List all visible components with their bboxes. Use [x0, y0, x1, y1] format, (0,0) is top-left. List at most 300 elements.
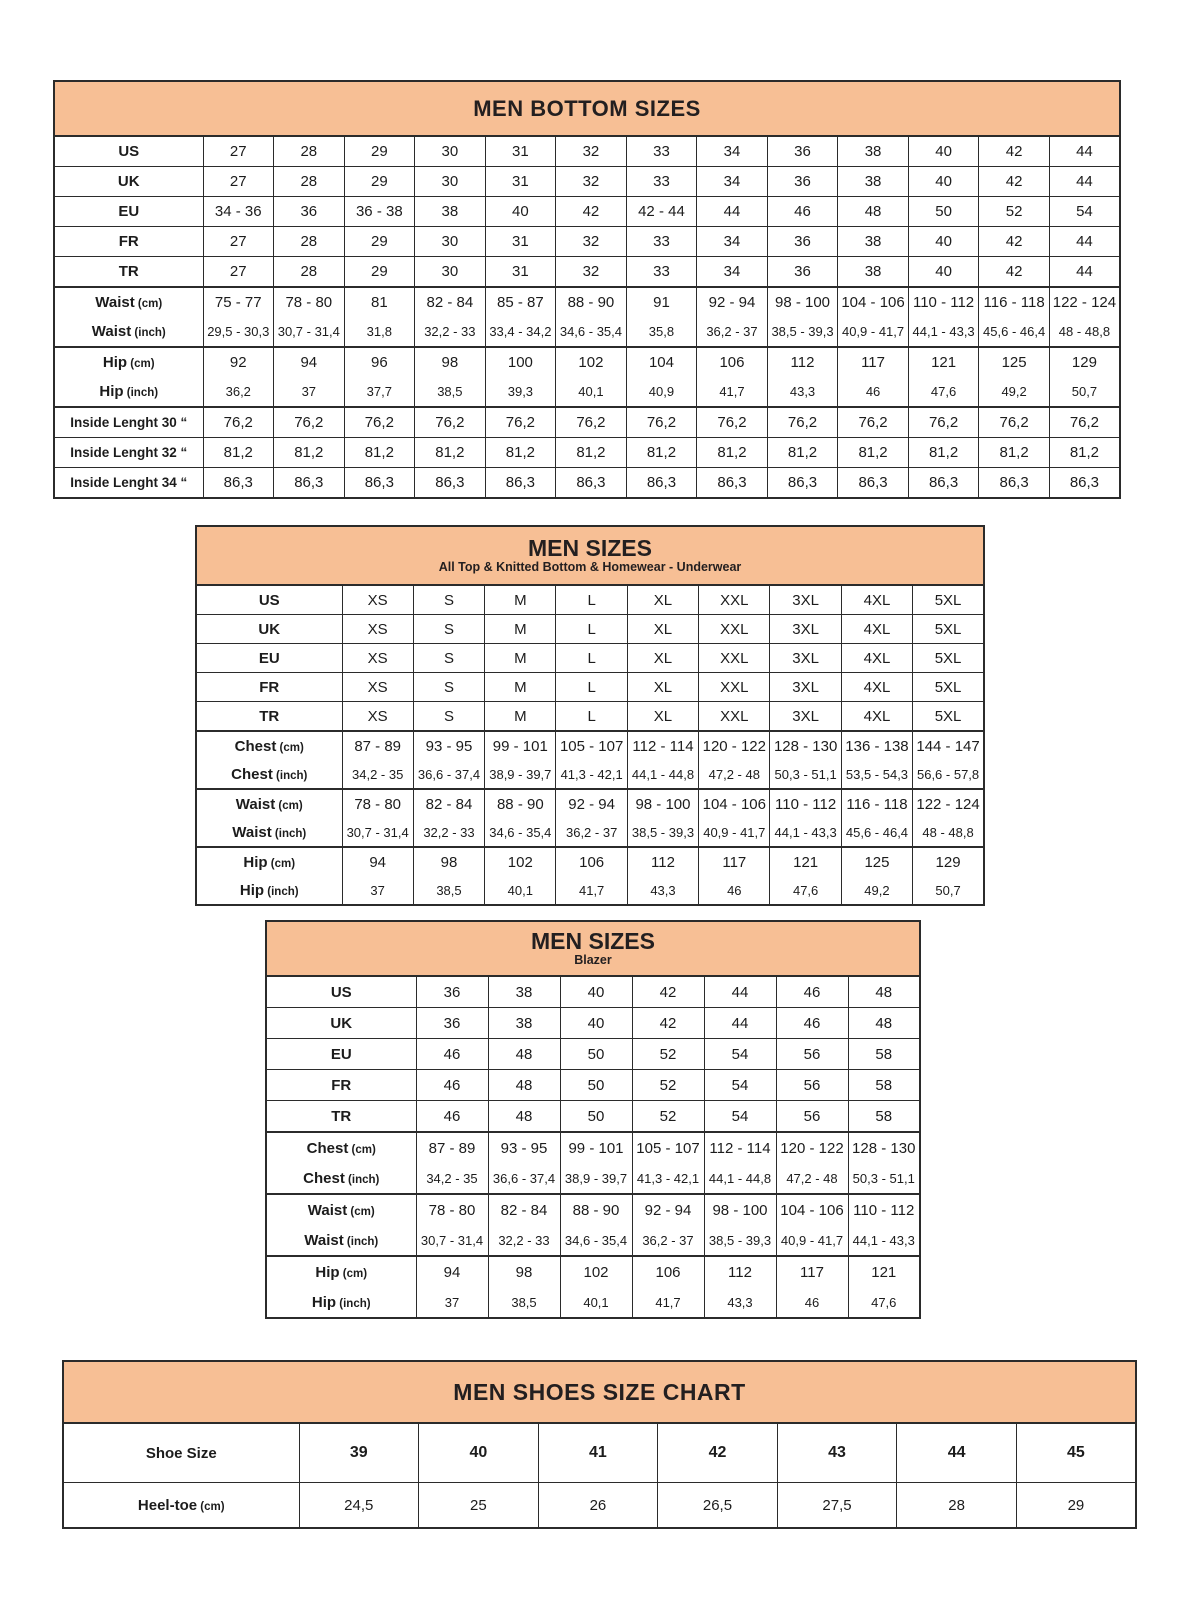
men-sizes-top-table [195, 525, 985, 906]
row-label [266, 1225, 416, 1256]
table-row [196, 818, 984, 847]
table-cell: 94 [274, 347, 345, 377]
table-cell: 46 [776, 1287, 848, 1318]
table-cell: 88 - 90 [485, 789, 556, 818]
table-cell: 102 [556, 347, 627, 377]
table-cell: M [485, 673, 556, 702]
table-cell: 29 [344, 167, 415, 197]
row-label-unit: (cm) [347, 1205, 375, 1218]
table-cell: 46 [416, 1070, 488, 1101]
table-cell: 86,3 [697, 468, 768, 499]
table-cell: 3XL [770, 644, 841, 673]
table-cell: 36 [274, 197, 345, 227]
table-cell: 40 [908, 227, 979, 257]
table-row [266, 1194, 920, 1225]
row-label [266, 1194, 416, 1225]
row-label-unit: (cm) [276, 741, 304, 754]
row-label [266, 1256, 416, 1287]
row-label [196, 818, 342, 847]
table-cell: 27 [203, 257, 274, 288]
table-cell: 76,2 [979, 407, 1050, 438]
table-cell: 81,2 [979, 438, 1050, 468]
row-label [54, 347, 203, 377]
table-cell: 36,6 - 37,4 [488, 1163, 560, 1194]
table-row [54, 377, 1120, 407]
row-label-text: Waist [235, 795, 276, 813]
row-label [63, 1483, 299, 1529]
table-section [266, 1008, 920, 1039]
table-cell: 50 [560, 1039, 632, 1070]
table-section [196, 585, 984, 615]
row-label-text: Inside Lenght 34 “ [70, 475, 188, 490]
row-label-text: UK [330, 1014, 353, 1032]
table-cell: 50,7 [1049, 377, 1120, 407]
table-cell: 45 [1016, 1423, 1136, 1483]
table-cell: 42 [979, 167, 1050, 197]
table-cell: 125 [841, 847, 912, 876]
table-cell: 78 - 80 [274, 287, 345, 317]
row-label-text: FR [331, 1076, 352, 1094]
table-cell: 44,1 - 44,8 [704, 1163, 776, 1194]
table-row [196, 673, 984, 702]
table-cell: S [413, 585, 484, 615]
table-cell: 34,6 - 35,4 [485, 818, 556, 847]
table-cell: 34 [697, 257, 768, 288]
table-row [54, 287, 1120, 317]
table-cell: 98 [415, 347, 486, 377]
table-cell: 40,1 [560, 1287, 632, 1318]
table-title: MEN BOTTOM SIZES [473, 95, 701, 121]
table-cell: 35,8 [626, 317, 697, 347]
table-cell: 50 [908, 197, 979, 227]
table-section [54, 287, 1120, 347]
row-label [196, 876, 342, 905]
row-label-text: Hip [315, 1263, 340, 1281]
table-cell: XXL [699, 644, 770, 673]
table-cell: 93 - 95 [413, 731, 484, 760]
table-cell: XS [342, 615, 413, 644]
table-cell: S [413, 644, 484, 673]
table-cell: 47,6 [848, 1287, 920, 1318]
table-cell: 36 [416, 976, 488, 1008]
table-cell: 105 - 107 [632, 1132, 704, 1163]
table-section [266, 1256, 920, 1318]
table-cell: 86,3 [415, 468, 486, 499]
table-cell: 76,2 [1049, 407, 1120, 438]
table-section [196, 644, 984, 673]
table-row [54, 347, 1120, 377]
row-label-unit: (cm) [197, 1500, 225, 1513]
table-cell: 39 [299, 1423, 419, 1483]
row-label [196, 847, 342, 876]
table-cell: S [413, 673, 484, 702]
table-cell: 24,5 [299, 1483, 419, 1529]
table-cell: 41,3 - 42,1 [632, 1163, 704, 1194]
table-cell: M [485, 585, 556, 615]
row-label-text: Chest [231, 765, 273, 783]
table-section [63, 1423, 1136, 1483]
row-label-text: Hip [243, 853, 268, 871]
table-cell: 29 [344, 257, 415, 288]
table-cell: 30 [415, 167, 486, 197]
table-header-band [63, 1361, 1136, 1423]
table-cell: 34 [697, 136, 768, 167]
table-cell: 48 [488, 1039, 560, 1070]
table-cell: 48 [838, 197, 909, 227]
table-cell: L [556, 615, 627, 644]
table-section [266, 1194, 920, 1256]
table-cell: 56 [776, 1070, 848, 1101]
table-cell: 36 [767, 257, 838, 288]
table-cell: 104 - 106 [838, 287, 909, 317]
table-cell: 99 - 101 [485, 731, 556, 760]
table-cell: 116 - 118 [841, 789, 912, 818]
table-cell: 5XL [913, 644, 984, 673]
table-cell: 58 [848, 1039, 920, 1070]
table-cell: 54 [1049, 197, 1120, 227]
table-cell: XL [627, 585, 698, 615]
table-cell: 38 [838, 227, 909, 257]
table-section [54, 197, 1120, 227]
table-cell: 42 [979, 257, 1050, 288]
table-row [196, 615, 984, 644]
table-cell: 34 - 36 [203, 197, 274, 227]
table-cell: 27 [203, 167, 274, 197]
row-label [266, 1163, 416, 1194]
table-cell: 30,7 - 31,4 [342, 818, 413, 847]
table-cell: 81,2 [908, 438, 979, 468]
table-cell: 56 [776, 1101, 848, 1133]
table-cell: 32,2 - 33 [413, 818, 484, 847]
table-subtitle: Blazer [574, 953, 612, 968]
table-cell: 5XL [913, 673, 984, 702]
row-label [266, 976, 416, 1008]
table-cell: 38,5 - 39,3 [767, 317, 838, 347]
table-cell: 78 - 80 [342, 789, 413, 818]
row-label-text: Waist [307, 1201, 348, 1219]
table-cell: 29 [344, 136, 415, 167]
table-cell: 32 [556, 167, 627, 197]
row-label-text: Heel-toe [137, 1496, 198, 1514]
table-cell: 76,2 [485, 407, 556, 438]
table-cell: 48 [488, 1070, 560, 1101]
table-cell: 81,2 [697, 438, 768, 468]
table-cell: XL [627, 673, 698, 702]
table-cell: 81,2 [274, 438, 345, 468]
table-cell: 36 [767, 227, 838, 257]
table-cell: 44 [1049, 136, 1120, 167]
table-cell: 37,7 [344, 377, 415, 407]
table-cell: 40 [908, 257, 979, 288]
row-label-text: Waist [232, 823, 272, 841]
table-cell: 30,7 - 31,4 [416, 1225, 488, 1256]
row-label-text: Waist [304, 1231, 344, 1249]
row-label-unit: (inch) [344, 1173, 380, 1186]
table-row [54, 468, 1120, 499]
table-cell: 49,2 [841, 876, 912, 905]
table-cell: M [485, 644, 556, 673]
table-cell: 86,3 [556, 468, 627, 499]
table-cell: 102 [560, 1256, 632, 1287]
table-cell: 106 [556, 847, 627, 876]
table-cell: 32,2 - 33 [488, 1225, 560, 1256]
table-cell: 40,9 - 41,7 [776, 1225, 848, 1256]
table-row [63, 1423, 1136, 1483]
table-cell: 76,2 [556, 407, 627, 438]
table-cell: 88 - 90 [556, 287, 627, 317]
table-cell: 86,3 [626, 468, 697, 499]
table-cell: 78 - 80 [416, 1194, 488, 1225]
table-cell: 38 [838, 257, 909, 288]
table-cell: 117 [776, 1256, 848, 1287]
row-label-unit: (cm) [348, 1143, 376, 1156]
row-label-unit: (inch) [343, 1235, 379, 1248]
table-cell: 27 [203, 136, 274, 167]
table-cell: 129 [913, 847, 984, 876]
table-cell: 31 [485, 227, 556, 257]
table-row [196, 702, 984, 732]
table-cell: 3XL [770, 673, 841, 702]
table-cell: 36,2 - 37 [697, 317, 768, 347]
table-cell: 44,1 - 43,3 [848, 1225, 920, 1256]
row-label [54, 227, 203, 257]
table-cell: 42 [632, 1008, 704, 1039]
table-cell: 31,8 [344, 317, 415, 347]
table-section [54, 136, 1120, 167]
table-section [63, 1483, 1136, 1529]
row-label [196, 644, 342, 673]
table-cell: 46 [699, 876, 770, 905]
table-row [196, 585, 984, 615]
table-cell: 34,6 - 35,4 [556, 317, 627, 347]
table-cell: 112 - 114 [704, 1132, 776, 1163]
table-cell: 86,3 [203, 468, 274, 499]
table-cell: 48 - 48,8 [1049, 317, 1120, 347]
row-label [196, 760, 342, 789]
row-label-text: EU [258, 649, 280, 667]
table-cell: 40 [560, 976, 632, 1008]
table-cell: 106 [697, 347, 768, 377]
table-cell: 40,1 [485, 876, 556, 905]
table-cell: 92 [203, 347, 274, 377]
table-row [266, 976, 920, 1008]
table-cell: 5XL [913, 585, 984, 615]
table-cell: 120 - 122 [776, 1132, 848, 1163]
table-cell: 102 [485, 847, 556, 876]
table-cell: 48 - 48,8 [913, 818, 984, 847]
table-cell: 52 [979, 197, 1050, 227]
table-section [266, 1070, 920, 1101]
table-section [54, 257, 1120, 288]
row-label-text: Chest [303, 1169, 345, 1187]
table-cell: 29,5 - 30,3 [203, 317, 274, 347]
row-label-text: TR [331, 1107, 352, 1125]
table-cell: 76,2 [203, 407, 274, 438]
table-cell: 36,2 - 37 [632, 1225, 704, 1256]
table-cell: 38 [488, 1008, 560, 1039]
table-cell: 40 [908, 167, 979, 197]
table-cell: 82 - 84 [413, 789, 484, 818]
table-cell: 33 [626, 227, 697, 257]
table-cell: 40,9 - 41,7 [699, 818, 770, 847]
table-cell: 41,7 [697, 377, 768, 407]
table-cell: 92 - 94 [556, 789, 627, 818]
table-cell: 86,3 [1049, 468, 1120, 499]
row-label-text: Hip [102, 354, 128, 371]
table-cell: 34 [697, 167, 768, 197]
table-cell: XS [342, 702, 413, 732]
table-cell: 44 [1049, 227, 1120, 257]
table-cell: 50,7 [913, 876, 984, 905]
table-cell: 136 - 138 [841, 731, 912, 760]
table-cell: 38,5 - 39,3 [627, 818, 698, 847]
table-cell: 45,6 - 46,4 [841, 818, 912, 847]
row-label [266, 1008, 416, 1039]
table-cell: 96 [344, 347, 415, 377]
table-cell: 46 [767, 197, 838, 227]
table-cell: 76,2 [838, 407, 909, 438]
table-cell: 86,3 [344, 468, 415, 499]
table-cell: 50 [560, 1070, 632, 1101]
table-cell: 86,3 [274, 468, 345, 499]
table-cell: 76,2 [908, 407, 979, 438]
table-cell: 32 [556, 136, 627, 167]
table-cell: 47,6 [908, 377, 979, 407]
row-label [63, 1423, 299, 1483]
table-cell: 81 [344, 287, 415, 317]
table-cell: L [556, 644, 627, 673]
table-cell: 58 [848, 1101, 920, 1133]
table-cell: 33 [626, 167, 697, 197]
table-cell: 31 [485, 167, 556, 197]
table-cell: 43 [777, 1423, 897, 1483]
table-cell: 37 [274, 377, 345, 407]
table-cell: 44 [704, 976, 776, 1008]
row-label [196, 789, 342, 818]
table-cell: 38,9 - 39,7 [485, 760, 556, 789]
table-cell: 38,5 - 39,3 [704, 1225, 776, 1256]
table-cell: 110 - 112 [770, 789, 841, 818]
table-cell: 42 [658, 1423, 778, 1483]
row-label-unit: (inch) [131, 327, 166, 339]
table-cell: 38 [488, 976, 560, 1008]
table-title: MEN SHOES SIZE CHART [453, 1378, 746, 1405]
table-cell: 54 [704, 1101, 776, 1133]
table-cell: 28 [897, 1483, 1017, 1529]
table-row [54, 438, 1120, 468]
table-cell: 94 [416, 1256, 488, 1287]
row-label [196, 702, 342, 732]
table-cell: 47,6 [770, 876, 841, 905]
table-cell: 116 - 118 [979, 287, 1050, 317]
table-cell: 30 [415, 136, 486, 167]
row-label-text: Chest [306, 1139, 349, 1157]
table-cell: 42 [632, 976, 704, 1008]
table-cell: 82 - 84 [488, 1194, 560, 1225]
table-row [266, 1008, 920, 1039]
table-cell: 33 [626, 136, 697, 167]
table-cell: 43,3 [704, 1287, 776, 1318]
table-cell: 3XL [770, 702, 841, 732]
row-label-unit: (cm) [134, 298, 163, 310]
row-label-text: UK [117, 173, 140, 190]
row-label-text: FR [259, 678, 280, 696]
row-label-text: TR [118, 263, 139, 280]
table-cell: 5XL [913, 615, 984, 644]
table-cell: 40 [419, 1423, 539, 1483]
table-cell: 4XL [841, 702, 912, 732]
row-label-text: US [330, 983, 352, 1001]
table-cell: 38,5 [413, 876, 484, 905]
table-section [196, 789, 984, 847]
table-cell: 38,5 [488, 1287, 560, 1318]
table-cell: 86,3 [485, 468, 556, 499]
row-label-unit: (inch) [264, 885, 299, 898]
table-cell: 42 [979, 136, 1050, 167]
row-label [54, 317, 203, 347]
table-cell: 128 - 130 [848, 1132, 920, 1163]
table-cell: 112 - 114 [627, 731, 698, 760]
table-cell: 112 [767, 347, 838, 377]
table-cell: 36 [416, 1008, 488, 1039]
row-label-text: US [118, 143, 140, 160]
row-label [54, 468, 203, 499]
table-cell: 76,2 [274, 407, 345, 438]
table-cell: 32 [556, 257, 627, 288]
table-cell: 38,5 [415, 377, 486, 407]
row-label-unit: (inch) [336, 1297, 371, 1310]
table-cell: 27,5 [777, 1483, 897, 1529]
row-label-text: UK [258, 620, 281, 638]
row-label-unit: (cm) [127, 358, 155, 370]
men-sizes-blazer-table [265, 920, 921, 1319]
row-label-unit: (cm) [339, 1267, 368, 1280]
row-label [54, 438, 203, 468]
table-cell: 41,7 [632, 1287, 704, 1318]
table-cell: 36,2 - 37 [556, 818, 627, 847]
table-cell: 34,2 - 35 [342, 760, 413, 789]
row-label [54, 257, 203, 288]
table-cell: XXL [699, 585, 770, 615]
table-cell: 47,2 - 48 [776, 1163, 848, 1194]
table-cell: 38 [838, 167, 909, 197]
table-cell: 36,6 - 37,4 [413, 760, 484, 789]
table-cell: 4XL [841, 615, 912, 644]
table-row [196, 789, 984, 818]
table-cell: 76,2 [767, 407, 838, 438]
row-label-unit: (inch) [271, 827, 307, 840]
table-cell: 81,2 [838, 438, 909, 468]
table-cell: 50,3 - 51,1 [770, 760, 841, 789]
table-row [54, 167, 1120, 197]
table-cell: 58 [848, 1070, 920, 1101]
table-cell: 32,2 - 33 [415, 317, 486, 347]
table-row [196, 760, 984, 789]
table-cell: 40 [560, 1008, 632, 1039]
table-cell: 52 [632, 1070, 704, 1101]
row-label [266, 1070, 416, 1101]
table-cell: 44,1 - 44,8 [627, 760, 698, 789]
table-cell: 48 [848, 1008, 920, 1039]
table-cell: 36 - 38 [344, 197, 415, 227]
table-row [54, 136, 1120, 167]
row-label-text: Chest [234, 737, 277, 755]
table-row [266, 1287, 920, 1318]
row-label-text: FR [118, 233, 139, 250]
table-cell: 38 [415, 197, 486, 227]
table-row [196, 847, 984, 876]
table-cell: 86,3 [767, 468, 838, 499]
